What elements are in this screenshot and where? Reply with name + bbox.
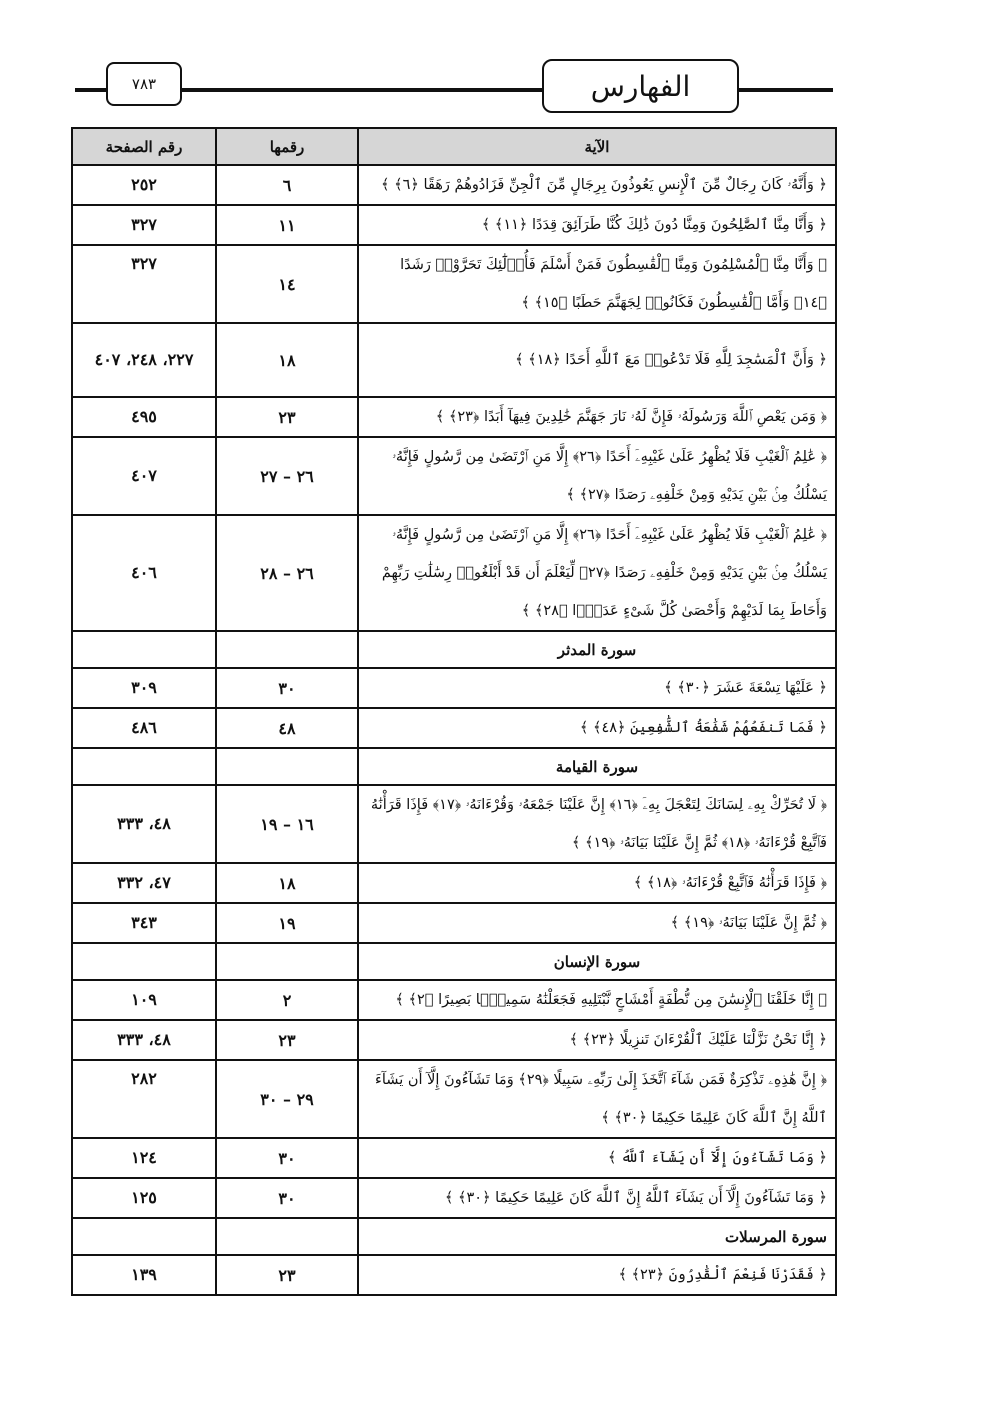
table-row: [72, 1020, 836, 1060]
page-number-cell: ٣٠٩: [72, 668, 216, 708]
verse-cell: ﴿ وَمَن يَعْصِ ٱللَّهَ وَرَسُولَهُۥ فَإِنَّ لَهُۥ نَارَ جَهَنَّمَ خَٰلِدِينَ فِيهَآ أَبَدًا ﴿٢٣﴾ ﴾: [358, 397, 836, 437]
verse-cell: ﴿ عَٰلِمُ ٱلْغَيْبِ فَلَا يُظْهِرُ عَلَىٰ غَيْبِهِۦٓ أَحَدًا ﴿٢٦﴾ إِلَّا مَنِ ٱرْتَضَىٰ مِن رَّسُولٍ فَإِنَّهُۥ يَسْلُكُ مِنۢ بَيْنِ يَدَيْهِ وَمِنْ خَلْفِهِۦ رَصَدًا ﴿٢٧﴾ ﴾: [358, 437, 836, 515]
verse-cell: ﴿ فَقَدَرْنَا فَنِعْمَ ٱلْقَٰدِرُونَ ﴿٢٣﴾ ﴾: [358, 1255, 836, 1295]
verse-cell: ﴿ وَأَنَّا مِنَّا ٱلصَّٰلِحُونَ وَمِنَّا دُونَ ذَٰلِكَ كُنَّا طَرَآئِقَ قِدَدًا ﴿١١﴾ ﴾: [358, 205, 836, 245]
page-number-cell: ٤٨، ٣٣٣: [72, 785, 216, 863]
verse-cell: ﴿ وَمَا تَشَآءُونَ إِلَّآ أَن يَشَآءَ ٱللَّهُ إِنَّ ٱللَّهَ كَانَ عَلِيمًا حَكِيمًا ﴿٣٠﴾ ﴾: [358, 1178, 836, 1218]
page-number-cell: ١٠٩: [72, 980, 216, 1020]
table-row: [72, 165, 836, 205]
verse-cell: ﴿ عَلَيْهَا تِسْعَةَ عَشَرَ ﴿٣٠﴾ ﴾: [358, 668, 836, 708]
verse-number-cell: ٢: [216, 980, 358, 1020]
verse-number-cell: ٤٨: [216, 708, 358, 748]
page-number-cell: ٢٥٢: [72, 165, 216, 205]
verse-number-cell: ٢٦ – ٢٧: [216, 437, 358, 515]
table-row: [72, 903, 836, 943]
table-body: [72, 165, 836, 1295]
page-number-cell: ٢٨٢: [72, 1060, 216, 1138]
header-page: رقم الصفحة: [72, 128, 216, 165]
verse-cell: ﴿ وَأَنَّا مِنَّا ٱلْمُسْلِمُونَ وَمِنَّا ٱلْقَٰسِطُونَ فَمَنْ أَسْلَمَ فَأُو۟لَٰٓئِكَ تَحَرَّوْا۟ رَشَدًا ﴿١٤﴾ وَأَمَّا ٱلْقَٰسِطُونَ فَكَانُوا۟ لِجَهَنَّمَ حَطَبًا ﴿١٥﴾ ﴾: [358, 245, 836, 323]
verse-cell: ﴿ عَٰلِمُ ٱلْغَيْبِ فَلَا يُظْهِرُ عَلَىٰ غَيْبِهِۦٓ أَحَدًا ﴿٢٦﴾ إِلَّا مَنِ ٱرْتَضَىٰ مِن رَّسُولٍ فَإِنَّهُۥ يَسْلُكُ مِنۢ بَيْنِ يَدَيْهِ وَمِنْ خَلْفِهِۦ رَصَدًا ﴿٢٧﴾ لِّيَعْلَمَ أَن قَدْ أَبْلَغُوا۟ رِسَٰلَٰتِ رَبِّهِمْ وَأَحَاطَ بِمَا لَدَيْهِمْ وَأَحْصَىٰ كُلَّ شَىْءٍ عَدَدًۢا ﴿٢٨﴾ ﴾: [358, 515, 836, 631]
verse-number-cell: ٦: [216, 165, 358, 205]
index-table: [71, 127, 837, 1296]
verse-cell: ﴿ إِنَّا نَحْنُ نَزَّلْنَا عَلَيْكَ ٱلْقُرْءَانَ تَنزِيلًا ﴿٢٣﴾ ﴾: [358, 1020, 836, 1060]
verse-cell: ﴿ إِنَّا خَلَقْنَا ٱلْإِنسَٰنَ مِن نُّطْفَةٍ أَمْشَاجٍ نَّبْتَلِيهِ فَجَعَلْنَٰهُ سَمِيعًۢا بَصِيرًا ﴿٢﴾ ﴾: [358, 980, 836, 1020]
verse-cell: ﴿ فَمَا تَنفَعُهُمْ شَفَٰعَةُ ٱلشَّٰفِعِينَ ﴿٤٨﴾ ﴾: [358, 708, 836, 748]
surah-name: سورة المدثر: [358, 631, 836, 668]
surah-heading-row: [72, 1218, 836, 1255]
page-number-cell: ٤٧، ٣٣٢: [72, 863, 216, 903]
verse-cell: ﴿ فَإِذَا قَرَأْنَٰهُ فَٱتَّبِعْ قُرْءَانَهُۥ ﴿١٨﴾ ﴾: [358, 863, 836, 903]
surah-name: سورة الإنسان: [358, 943, 836, 980]
verse-cell: ﴿ لَا تُحَرِّكْ بِهِۦ لِسَانَكَ لِتَعْجَلَ بِهِۦٓ ﴿١٦﴾ إِنَّ عَلَيْنَا جَمْعَهُۥ وَقُرْءَانَهُۥ ﴿١٧﴾ فَإِذَا قَرَأْنَٰهُ فَٱتَّبِعْ قُرْءَانَهُۥ ﴿١٨﴾ ثُمَّ إِنَّ عَلَيْنَا بَيَانَهُۥ ﴿١٩﴾ ﴾: [358, 785, 836, 863]
page-number-cell: ١٢٥: [72, 1178, 216, 1218]
table-row: [72, 515, 836, 631]
page-number-cell: ٤٠٦: [72, 515, 216, 631]
surah-name: سورة القيامة: [358, 748, 836, 785]
empty-cell: [72, 1218, 216, 1255]
table-row: [72, 1255, 836, 1295]
verse-number-cell: ٣٠: [216, 1138, 358, 1178]
empty-cell: [216, 748, 358, 785]
header-verse: الآية: [358, 128, 836, 165]
verse-cell: ﴿ ثُمَّ إِنَّ عَلَيْنَا بَيَانَهُۥ ﴿١٩﴾ ﴾: [358, 903, 836, 943]
page-number-cell: ٤٨، ٣٣٣: [72, 1020, 216, 1060]
verse-number-cell: ١٤: [216, 245, 358, 323]
table-row: [72, 323, 836, 397]
table-row: [72, 1060, 836, 1138]
empty-cell: [216, 943, 358, 980]
verse-number-cell: ٢٣: [216, 397, 358, 437]
empty-cell: [216, 1218, 358, 1255]
table-row: [72, 980, 836, 1020]
page-number: ٧٨٣: [106, 62, 182, 106]
table-row: [72, 205, 836, 245]
verse-number-cell: ١٦ – ١٩: [216, 785, 358, 863]
header-number: رقمها: [216, 128, 358, 165]
page-title: الفهارس: [542, 59, 739, 113]
page-number-cell: ٤٨٦: [72, 708, 216, 748]
table-row: [72, 437, 836, 515]
table-row: [72, 397, 836, 437]
surah-heading-row: [72, 631, 836, 668]
empty-cell: [72, 943, 216, 980]
verse-cell: ﴿ إِنَّ هَٰذِهِۦ تَذْكِرَةٌ فَمَن شَآءَ ٱتَّخَذَ إِلَىٰ رَبِّهِۦ سَبِيلًا ﴿٢٩﴾ وَمَا تَشَآءُونَ إِلَّآ أَن يَشَآءَ ٱللَّهُ إِنَّ ٱللَّهَ كَانَ عَلِيمًا حَكِيمًا ﴿٣٠﴾ ﴾: [358, 1060, 836, 1138]
verse-number-cell: ١١: [216, 205, 358, 245]
verse-number-cell: ١٨: [216, 323, 358, 397]
surah-heading-row: [72, 943, 836, 980]
empty-cell: [72, 748, 216, 785]
surah-name: سورة المرسلات: [358, 1218, 836, 1255]
verse-number-cell: ٣٠: [216, 1178, 358, 1218]
page-number-cell: ١٢٤: [72, 1138, 216, 1178]
table-row: [72, 668, 836, 708]
page-number-cell: ١٣٩: [72, 1255, 216, 1295]
page-number-cell: ٣٢٧: [72, 245, 216, 323]
verse-number-cell: ٢٩ – ٣٠: [216, 1060, 358, 1138]
table-row: [72, 1138, 836, 1178]
verse-cell: ﴿ وَأَنَّهُۥ كَانَ رِجَالٌ مِّنَ ٱلْإِنسِ يَعُوذُونَ بِرِجَالٍ مِّنَ ٱلْجِنِّ فَزَادُوهُمْ رَهَقًا ﴿٦﴾ ﴾: [358, 165, 836, 205]
page-number-cell: ٤٠٧: [72, 437, 216, 515]
verse-cell: ﴿ وَمَا تَشَآءُونَ إِلَّآ أَن يَشَآءَ ٱللَّهُ ﴾: [358, 1138, 836, 1178]
table-row: [72, 708, 836, 748]
table-row: [72, 1178, 836, 1218]
verse-number-cell: ٢٣: [216, 1020, 358, 1060]
empty-cell: [216, 631, 358, 668]
empty-cell: [72, 631, 216, 668]
page-number-cell: ٢٢٧، ٢٤٨، ٤٠٧: [72, 323, 216, 397]
verse-number-cell: ١٨: [216, 863, 358, 903]
verse-number-cell: ٢٣: [216, 1255, 358, 1295]
page-number-cell: ٣٢٧: [72, 205, 216, 245]
table-row: [72, 863, 836, 903]
table-header-row: [72, 128, 836, 165]
verse-cell: ﴿ وَأَنَّ ٱلْمَسَٰجِدَ لِلَّهِ فَلَا تَدْعُوا۟ مَعَ ٱللَّهِ أَحَدًا ﴿١٨﴾ ﴾: [358, 323, 836, 397]
page-number-cell: ٣٤٣: [72, 903, 216, 943]
table-row: [72, 245, 836, 323]
verse-number-cell: ٣٠: [216, 668, 358, 708]
verse-number-cell: ١٩: [216, 903, 358, 943]
table-row: [72, 785, 836, 863]
page-number-cell: ٤٩٥: [72, 397, 216, 437]
surah-heading-row: [72, 748, 836, 785]
verse-number-cell: ٢٦ – ٢٨: [216, 515, 358, 631]
